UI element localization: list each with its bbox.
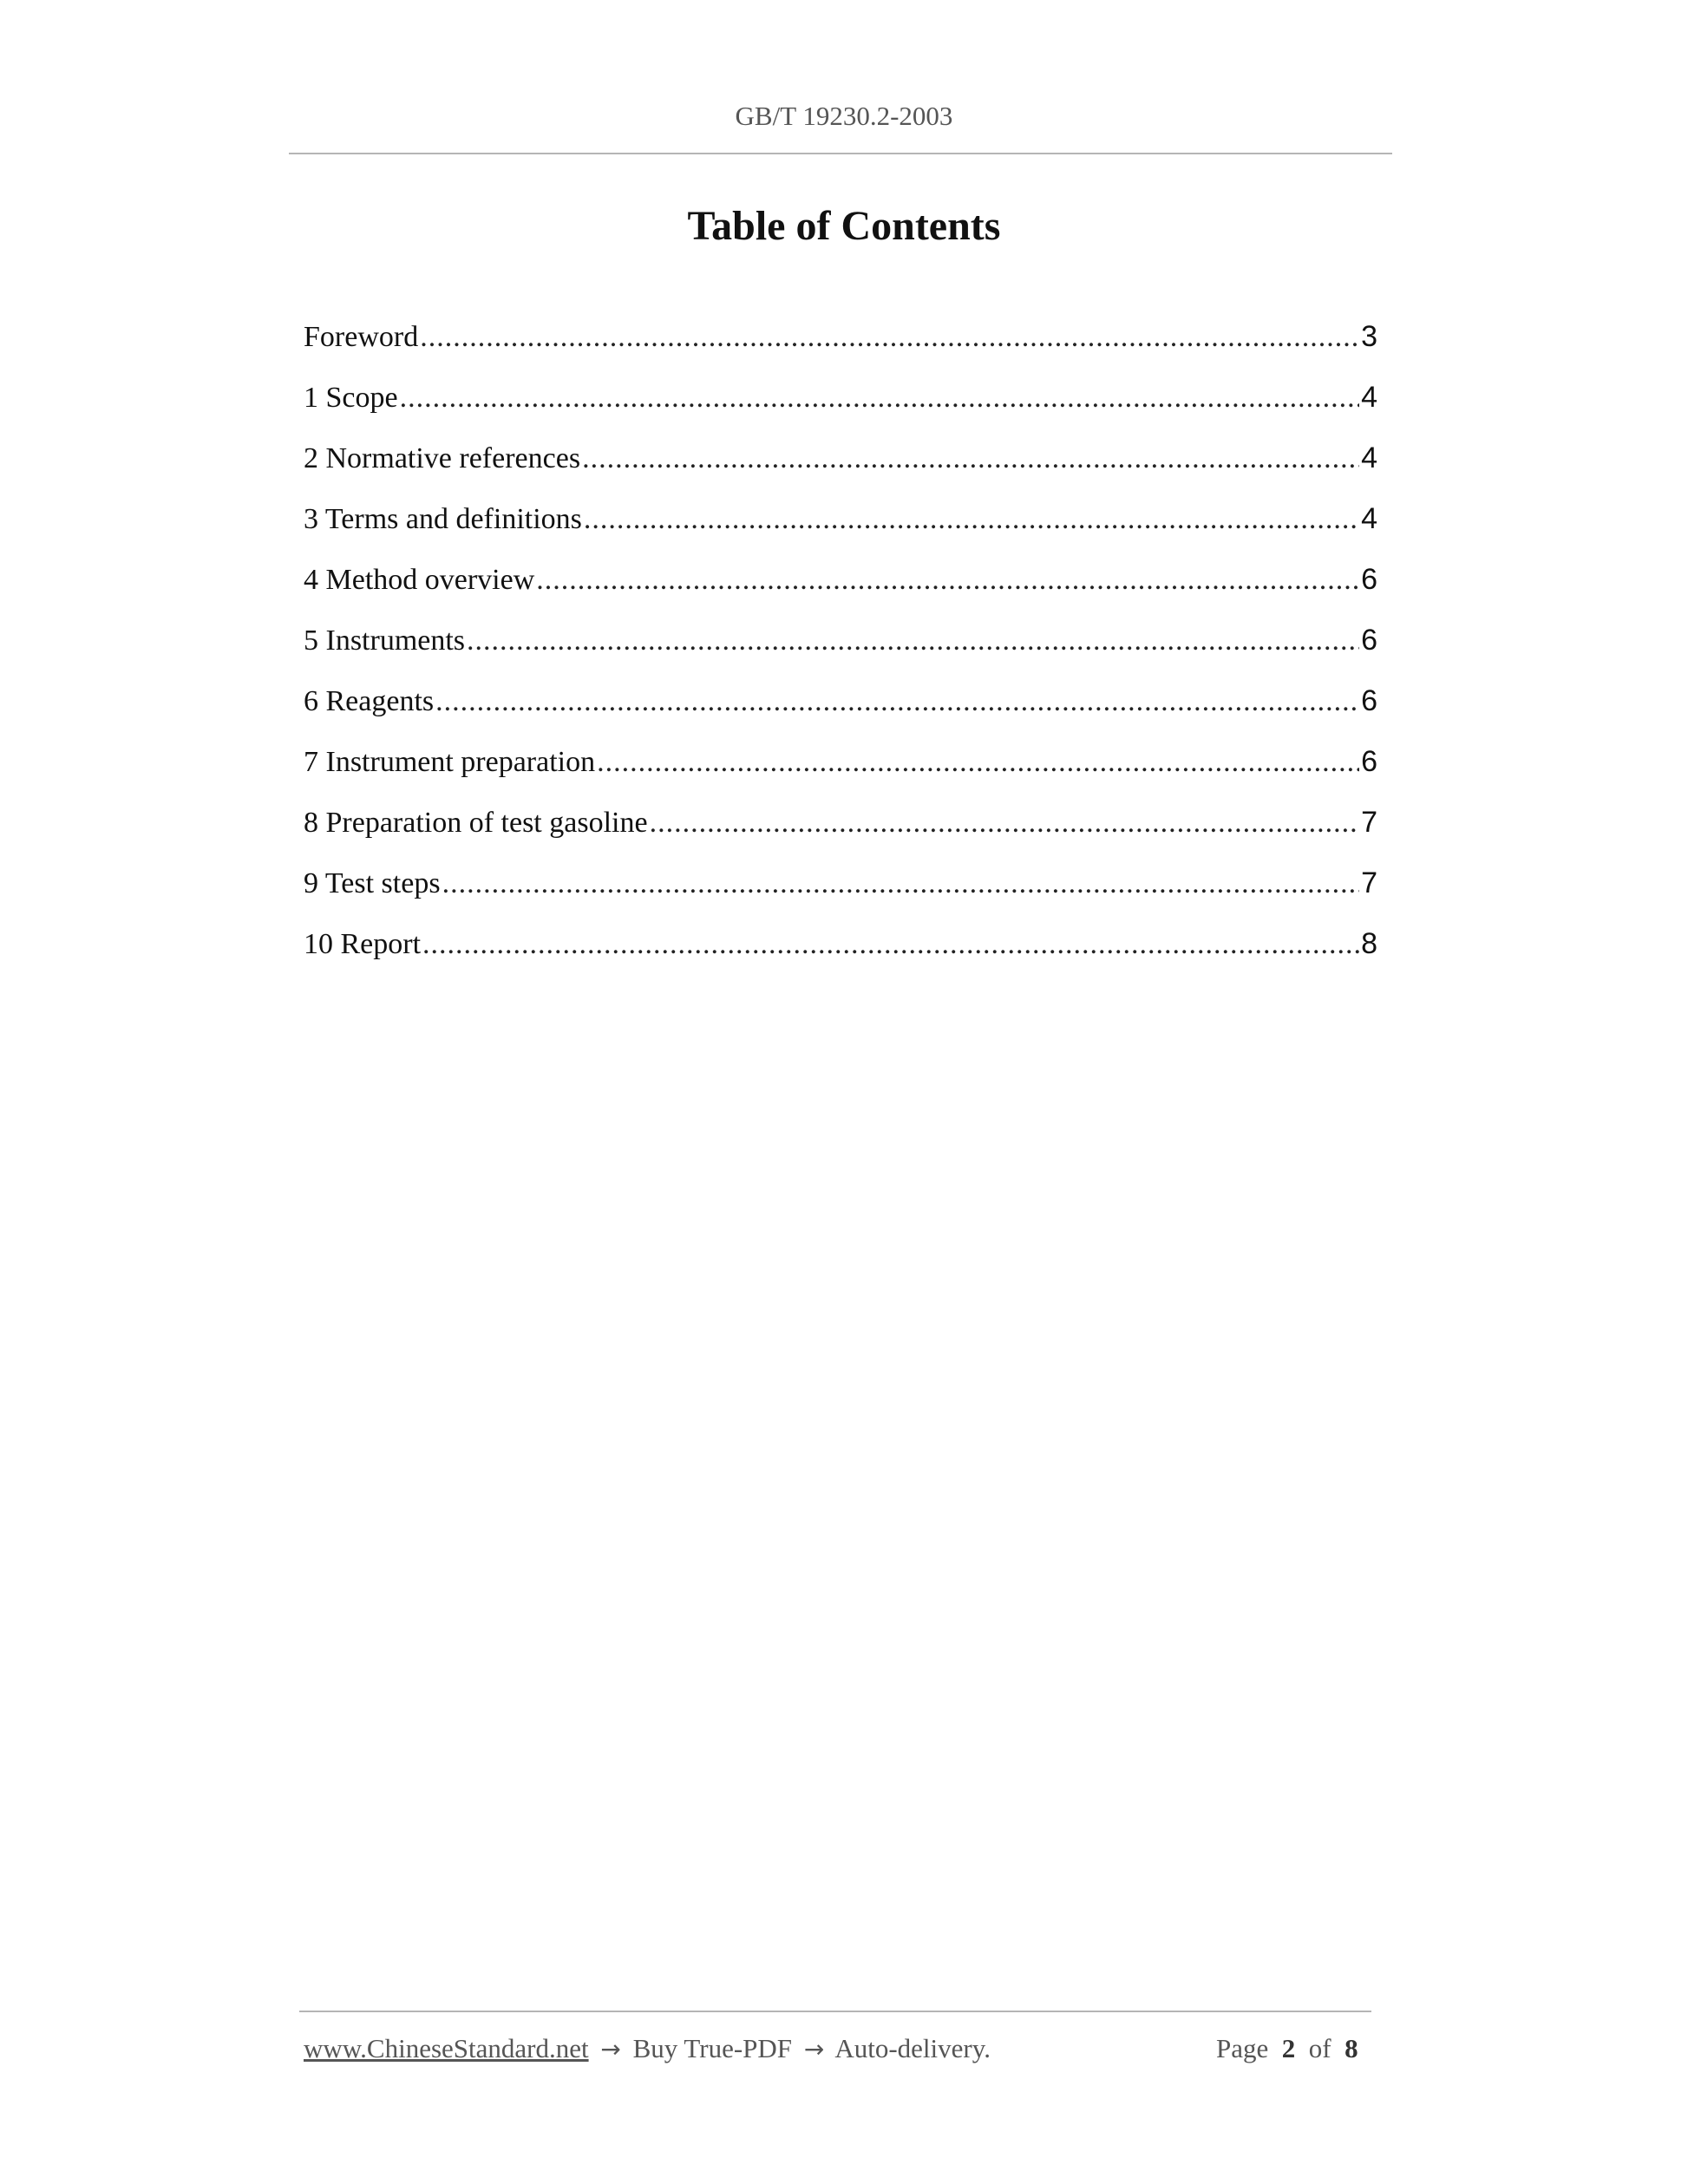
dot-leader <box>536 558 1359 603</box>
toc-entry-page: 4 <box>1361 441 1377 474</box>
toc-entry-label: 5 Instruments <box>304 624 466 657</box>
of-word: of <box>1308 2033 1331 2063</box>
toc-entry-reagents[interactable] <box>304 678 1377 739</box>
toc-entry-report[interactable] <box>304 921 1377 982</box>
toc-entry-page: 8 <box>1361 927 1377 960</box>
toc-entry-label: 10 Report <box>304 928 422 960</box>
arrow-right-icon: → <box>803 2035 825 2063</box>
toc-entry-page: 7 <box>1361 866 1377 899</box>
arrow-right-icon: → <box>600 2035 621 2063</box>
dot-leader <box>584 497 1359 542</box>
buy-pdf-text: Buy True-PDF <box>632 2033 793 2063</box>
page-indicator <box>1216 2033 1358 2064</box>
dot-leader <box>467 618 1359 664</box>
toc-entry-page: 6 <box>1361 624 1377 657</box>
toc-entry-page: 4 <box>1361 381 1377 414</box>
dot-leader <box>442 861 1360 906</box>
toc-entry-label: 9 Test steps <box>304 867 441 899</box>
dot-leader <box>422 922 1359 967</box>
toc-entry-scope[interactable] <box>304 375 1377 435</box>
footer-promo <box>304 2033 991 2064</box>
toc-entry-page: 6 <box>1361 745 1377 778</box>
toc-list <box>304 314 1377 982</box>
toc-entry-terms-and-definitions[interactable] <box>304 496 1377 557</box>
toc-entry-method-overview[interactable] <box>304 557 1377 618</box>
toc-entry-label: 2 Normative references <box>304 442 581 474</box>
toc-entry-label: 7 Instrument preparation <box>304 746 596 778</box>
toc-entry-label: 6 Reagents <box>304 685 435 717</box>
toc-entry-test-steps[interactable] <box>304 860 1377 921</box>
dot-leader <box>597 740 1359 785</box>
toc-entry-label: 8 Preparation of test gasoline <box>304 807 648 839</box>
header-divider <box>289 153 1392 154</box>
dot-leader <box>400 376 1359 421</box>
page-title: Table of Contents <box>687 203 1001 249</box>
total-pages-number: 8 <box>1345 2033 1358 2063</box>
toc-entry-page: 3 <box>1361 320 1377 353</box>
toc-entry-page: 4 <box>1361 502 1377 535</box>
website-link[interactable]: www.ChineseStandard.net <box>304 2033 589 2063</box>
page-word: Page <box>1216 2033 1269 2063</box>
toc-entry-page: 6 <box>1361 563 1377 596</box>
toc-entry-label: 1 Scope <box>304 382 398 414</box>
toc-entry-label: 4 Method overview <box>304 564 535 596</box>
auto-delivery-text: Auto-delivery. <box>834 2033 991 2063</box>
running-header: GB/T 19230.2-2003 <box>735 101 953 131</box>
toc-entry-foreword[interactable] <box>304 314 1377 375</box>
dot-leader <box>582 436 1359 481</box>
dot-leader <box>435 679 1359 724</box>
toc-entry-label: Foreword <box>304 321 419 353</box>
footer-divider <box>299 2011 1371 2012</box>
toc-entry-preparation-of-test-gasoline[interactable] <box>304 800 1377 860</box>
dot-leader <box>420 315 1359 360</box>
toc-entry-instruments[interactable] <box>304 618 1377 678</box>
toc-entry-label: 3 Terms and definitions <box>304 503 582 535</box>
dot-leader <box>650 801 1360 846</box>
toc-entry-page: 6 <box>1361 684 1377 717</box>
toc-entry-normative-references[interactable] <box>304 435 1377 496</box>
current-page-number: 2 <box>1281 2033 1296 2063</box>
toc-entry-instrument-preparation[interactable] <box>304 739 1377 800</box>
toc-entry-page: 7 <box>1361 806 1377 839</box>
